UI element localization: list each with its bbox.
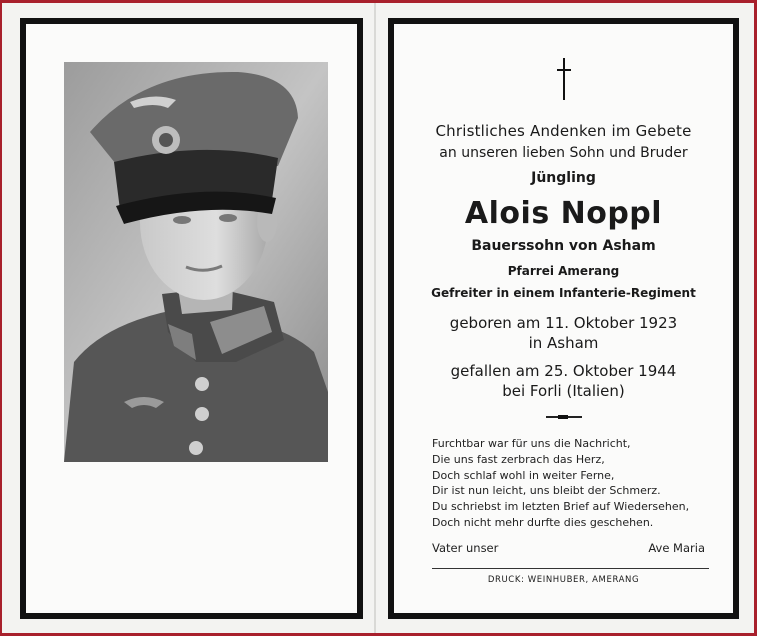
poem-line: Doch schlaf wohl in weiter Ferne, [432, 468, 615, 482]
prayer-right: Ave Maria [648, 541, 705, 555]
memorial-poem [432, 436, 732, 531]
right-panel [388, 18, 739, 619]
poem-line: Doch nicht mehr durfte dies geschehen. [432, 515, 654, 529]
born-line: geboren am 11. Oktober 1923 [449, 314, 678, 332]
portrait-photo [64, 62, 328, 462]
poem-line: Die uns fast zerbrach das Herz, [432, 452, 605, 466]
deceased-name: Alois Noppl [464, 196, 663, 231]
poem-line: Du schriebst im letzten Brief auf Wiedersehen, [432, 500, 690, 514]
left-panel [20, 18, 363, 619]
occupation-line: Bauerssohn von Asham [471, 238, 656, 254]
poem-line: Dir ist nun leicht, uns bleibt der Schmerz. [432, 484, 661, 498]
poem-line: Furchtbar war für uns die Nachricht, [432, 437, 631, 450]
title-word: Jüngling [531, 170, 596, 186]
cross-icon [557, 58, 571, 100]
died-line: gefallen am 25. Oktober 1944 [450, 362, 677, 380]
parish-line: Pfarrei Amerang [507, 264, 620, 278]
rank-line: Gefreiter in einem Infanterie-Regiment [431, 286, 696, 300]
memorial-card-sheet [2, 3, 754, 633]
printer-credit: DRUCK: WEINHUBER, AMERANG [487, 575, 640, 585]
memorial-heading: Christliches Andenken im Gebete [435, 122, 692, 140]
memorial-subheading: an unseren lieben Sohn und Bruder [439, 145, 688, 161]
footer-rule [432, 568, 709, 569]
ornamental-divider [546, 416, 582, 418]
died-place: bei Forli (Italien) [502, 382, 625, 400]
born-place: in Asham [528, 334, 599, 352]
prayer-left: Vater unser [432, 541, 499, 555]
fold-line [374, 3, 376, 633]
